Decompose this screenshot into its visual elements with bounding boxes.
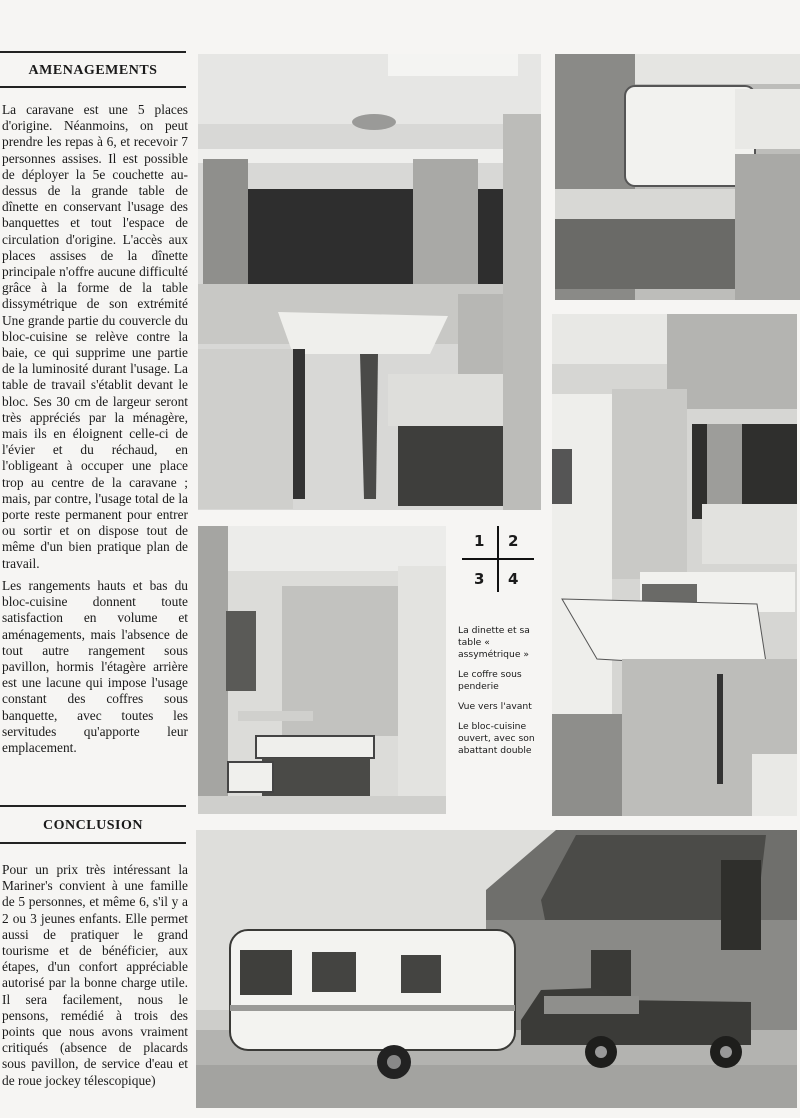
- photo-coffre-penderie: [555, 54, 800, 300]
- photo-vue-avant: [198, 526, 446, 814]
- photo-key-number-4: 4: [508, 570, 519, 588]
- photo-key-number-2: 2: [508, 532, 519, 550]
- conclusion-text: [2, 862, 188, 1095]
- caption-1: La dinette et sa table « assymétrique »: [458, 625, 530, 660]
- conclusion-paragraph-1: Pour un prix très intéressant la Mariner's convient à une famille de 5 personnes, et même 6, s'il y a 2 ou 3 jeunes enfants. Elle permet aussi de pratiquer le grand tourisme et de bénéficier, aux étapes, d'un confort appréciable autorisé par la bonne charge utile. Il sera facilement, nous le pensons, remédié à trois des points que nous avons vraiment critiqués (absence de placards sous pavillon, de service d'eau et de roue jockey télescopique): [2, 862, 188, 1088]
- photo-key-number-3: 3: [474, 570, 485, 588]
- conclusion-rule-bottom: [0, 842, 186, 844]
- photo-caravane-exterieur: [196, 830, 797, 1108]
- photo-key-horizontal-line: [462, 558, 534, 560]
- caption-4: Le bloc-cuisine ouvert, avec son abattant double: [458, 721, 535, 756]
- amenagements-text: [2, 102, 188, 762]
- photo-bloc-cuisine: [552, 314, 797, 816]
- photo-key: [462, 526, 534, 592]
- section-rule-bottom: [0, 86, 186, 88]
- amenagements-paragraph-2: Les rangements hauts et bas du bloc-cuisine donnent toute satisfaction en volume et aménagements, mais l'absence de tout autre rangement sous pavillon, hormis l'étagère arrière est une lacune qui impose l'usage constant des coffres sous banquette, avec toutes les servitudes qu'apporte leur emplacement.: [2, 577, 188, 755]
- section-heading-amenagements: AMENAGEMENTS: [28, 63, 158, 78]
- section-rule-top: [0, 51, 186, 53]
- section-heading-conclusion: CONCLUSION: [43, 818, 143, 833]
- photo-key-number-1: 1: [474, 532, 485, 550]
- amenagements-paragraph-1: La caravane est une 5 places d'origine. Néanmoins, on peut prendre les repas à 6, et recevoir 7 personnes assises. Il est possible de déployer la 5e couchette au-dessus de la grande table de dînette en conservant l'usage des banquettes et tout l'espace de circulation d'origine. L'accès aux places assises de la dînette principale n'offre aucune difficulté grâce à la forme de la table dissymétrique de son extrémité Une grande partie du couvercle du bloc-cuisine se relève contre la baie, ce qui supprime une partie de la luminosité durant l'usage. La table de travail s'établit devant le bloc. Ses 30 cm de largeur seront très appréciés par la ménagère, mais ils en éloignent celle-ci de l'évier et du réchaud, en l'obligeant à occuper une place trop au centre de la caravane ; mais, par contre, l'usage total de la porte reste permanent pour entrer ou sortir et on dispose tout de même d'un bien pratique plan de travail.: [2, 102, 188, 571]
- conclusion-rule-top: [0, 805, 186, 807]
- caption-2: Le coffre sous penderie: [458, 669, 522, 692]
- photo-captions: [458, 625, 548, 765]
- caption-3: Vue vers l'avant: [458, 701, 532, 712]
- photo-dinette: [198, 54, 541, 510]
